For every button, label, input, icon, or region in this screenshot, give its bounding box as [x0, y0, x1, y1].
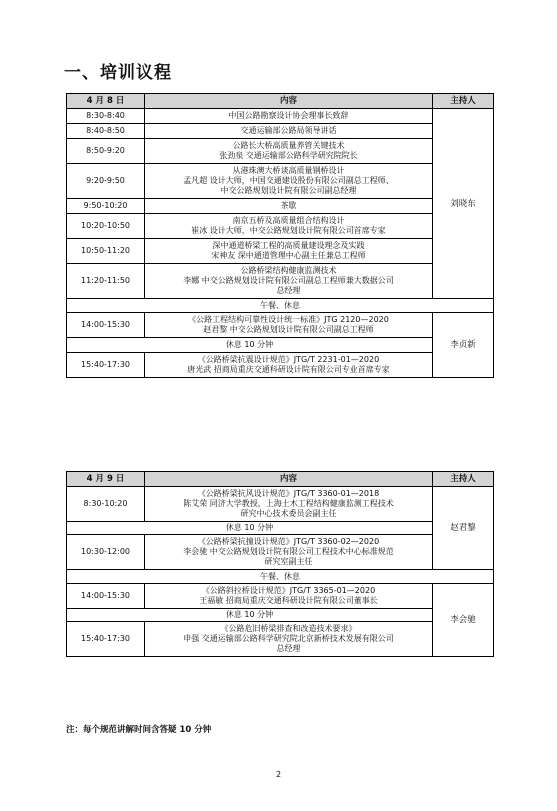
table-row: [67, 338, 494, 353]
page-number: 2: [275, 770, 282, 779]
date-header: 4 月 8 日: [67, 94, 145, 109]
lunch-row: [67, 299, 494, 313]
content-line: 总经理: [276, 286, 301, 295]
content-line: 《公路桥梁抗风设计规范》JTG/T 3360-01—2018: [197, 489, 380, 498]
time-cell: 14:00-15:30: [67, 584, 145, 609]
time-cell: 8:30-8:40: [67, 109, 145, 124]
content-line: 从港珠澳大桥谈高质量钢桥设计: [232, 166, 345, 175]
content-line: 深中通道桥梁工程的高质量建设理念及实践: [212, 241, 365, 250]
content-line: 张劲泉 交通运输部公路科学研究院院长: [219, 151, 358, 160]
content-cell: [145, 622, 433, 657]
table-row: [67, 124, 494, 139]
content-line: 《公路危旧桥梁排查和改造技术要求》: [220, 624, 357, 633]
time-cell: 8:40-8:50: [67, 124, 145, 139]
lunch-row: [67, 570, 494, 584]
content-cell: [145, 214, 433, 239]
time-cell: 8:50-9:20: [67, 139, 145, 164]
content-cell: [145, 199, 433, 214]
content-header: 内容: [145, 94, 433, 109]
schedule-table-day1: [66, 93, 494, 378]
content-cell: [145, 124, 433, 139]
content-line: 李娜 中交公路规划设计院有限公司副总工程师兼大数据公司: [183, 276, 394, 285]
content-line: 茶歇: [280, 201, 297, 210]
break-row: [67, 522, 494, 535]
content-line: 研究室副主任: [264, 557, 313, 566]
content-line: 中交公路规划设计院有限公司副总经理: [220, 186, 357, 195]
content-header: 内容: [145, 472, 433, 487]
footnote: 注：每个规范讲解时间含答疑 10 分钟: [66, 725, 212, 735]
content-cell: [145, 109, 433, 124]
content-cell: [145, 487, 433, 522]
time-cell: 10:20-10:50: [67, 214, 145, 239]
content-cell: [145, 584, 433, 609]
host-cell: 刘晓东: [433, 109, 494, 299]
time-cell: 11:20-11:50: [67, 264, 145, 299]
content-line: 《公路工程结构可靠性设计统一标准》JTG 2120—2020: [188, 315, 389, 324]
content-line: 总经理: [276, 644, 301, 653]
time-cell: 10:30-12:00: [67, 535, 145, 570]
time-cell: 14:00-15:30: [67, 313, 145, 338]
content-cell: [145, 535, 433, 570]
content-line: 孟凡超 设计大师，中国交通建设股份有限公司副总工程师、: [183, 176, 394, 185]
time-cell: 8:30-10:20: [67, 487, 145, 522]
table-row: [67, 109, 494, 124]
table-row: [67, 214, 494, 239]
table-row: [67, 584, 494, 609]
header-row: [67, 472, 494, 487]
date-header: 4 月 9 日: [67, 472, 145, 487]
content-cell: [145, 264, 433, 299]
content-line: 崔冰 设计大师，中交公路规划设计院有限公司首席专家: [191, 226, 386, 235]
time-cell: 9:20-9:50: [67, 164, 145, 199]
host-cell: 赵君黎: [433, 487, 494, 570]
break-row: [67, 609, 494, 622]
table-row: [67, 164, 494, 199]
table-row: [67, 239, 494, 264]
host-cell: 李贞新: [433, 313, 494, 378]
content-line: 南京五桥及高质量组合结构设计: [232, 216, 345, 225]
content-cell: [145, 313, 433, 338]
content-line: 申强 交通运输部公路科学研究院北京新桥技术发展有限公司: [183, 634, 394, 643]
break-cell: 休息 10 分钟: [67, 522, 433, 535]
content-line: 公路桥梁结构健康监测技术: [240, 266, 337, 275]
content-line: 李会驰 中交公路规划设计院有限公司工程技术中心标准规范: [183, 547, 394, 556]
content-line: 赵君黎 中交公路规划设计院有限公司副总工程师: [203, 325, 374, 334]
schedule-table-day2: [66, 471, 494, 657]
content-line: 王福敏 招商局重庆交通科研设计院有限公司董事长: [199, 596, 378, 605]
host-header: 主持人: [433, 94, 494, 109]
content-cell: [145, 353, 433, 378]
table-row: [67, 535, 494, 570]
content-line: 宋神友 深中通道管理中心副主任兼总工程师: [211, 251, 366, 260]
table-row: [67, 487, 494, 522]
lunch-cell: 午餐、休息: [67, 299, 494, 313]
time-cell: 15:40-17:30: [67, 622, 145, 657]
table-row: [67, 622, 494, 657]
table-row: [67, 353, 494, 378]
lunch-cell: 午餐、休息: [67, 570, 494, 584]
content-line: 公路长大桥高质量养管关键技术: [232, 141, 345, 150]
content-cell: [145, 239, 433, 264]
break-cell: 休息 10 分钟: [67, 609, 433, 622]
break-cell: [67, 338, 433, 353]
content-line: 中国公路勘察设计协会理事长致辞: [228, 111, 349, 120]
table-row: [67, 313, 494, 338]
host-header: 主持人: [433, 472, 494, 487]
table-row: [67, 139, 494, 164]
content-line: 《公路斜拉桥设计规范》JTG/T 3365-01—2020: [201, 586, 376, 595]
content-line: 陈艾荣 同济大学教授，上海土木工程结构健康监测工程技术: [183, 499, 394, 508]
section-title: 一、培训议程: [64, 63, 172, 83]
content-line: 《公路桥梁抗震设计规范》JTG/T 2231-01—2020: [197, 355, 380, 364]
time-cell: 10:50-11:20: [67, 239, 145, 264]
content-cell: [145, 139, 433, 164]
content-line: 研究中心技术委员会副主任: [240, 509, 337, 518]
content-line: 唐光武 招商局重庆交通科研设计院有限公司专业首席专家: [187, 365, 390, 374]
content-cell: [145, 164, 433, 199]
table-row: [67, 264, 494, 299]
content-line: 休息 10 分钟: [225, 340, 274, 349]
header-row: [67, 94, 494, 109]
content-line: 交通运输部公路局领导讲话: [240, 126, 337, 135]
content-line: 《公路桥梁抗撞设计规范》JTG/T 3360-02—2020: [197, 537, 380, 546]
table-row: [67, 199, 494, 214]
time-cell: 15:40-17:30: [67, 353, 145, 378]
host-cell: 李会驰: [433, 584, 494, 657]
time-cell: 9:50-10:20: [67, 199, 145, 214]
